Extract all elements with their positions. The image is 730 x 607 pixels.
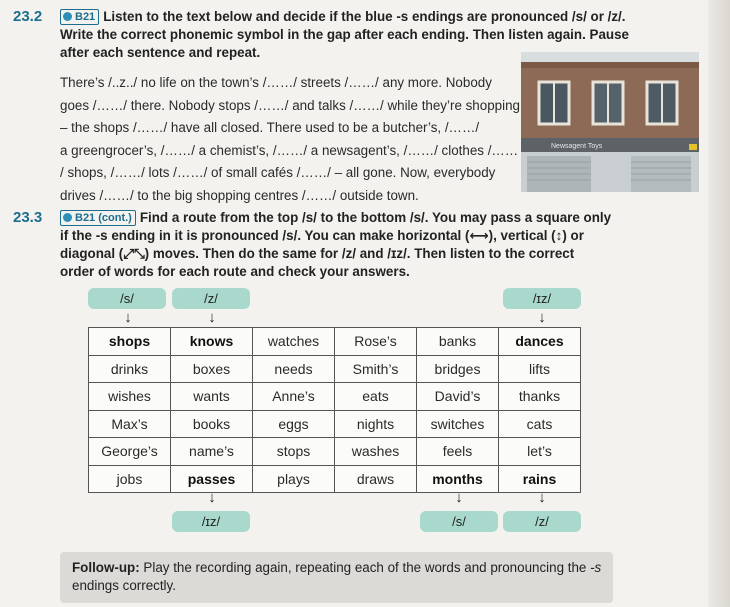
grid-cell: banks: [417, 328, 499, 356]
badge-label: B21 (cont.): [75, 212, 132, 224]
down-arrow-icon: ↓: [208, 489, 216, 506]
exercise-number-23-3: 23.3: [13, 209, 43, 226]
grid-cell: passes: [171, 465, 253, 493]
instruction-line-1: Find a route from the top /s/ to the bottom /s/. You may pass a square only: [139, 210, 612, 225]
follow-up-ending: -s: [590, 560, 602, 575]
audio-cd-icon: [63, 213, 72, 222]
listening-passage: [60, 72, 520, 208]
follow-up-box: [60, 552, 613, 603]
grid-row: [89, 355, 581, 383]
exercise-23-3-instructions: [60, 209, 700, 281]
word-route-grid: [88, 327, 581, 493]
grid-cell: eggs: [253, 410, 335, 438]
start-label-iz: /ɪz/: [503, 288, 581, 309]
instruction-line-4: order of words for each route and check your answers.: [60, 264, 410, 279]
down-arrow-icon: ↓: [124, 309, 132, 326]
passage-line: drives /……/ to the big shopping centres /……/ outside town.: [60, 187, 419, 203]
grid-cell: months: [417, 465, 499, 493]
instruction-line-2a: if the -s ending in it is pronounced /s/. You can make horizontal (: [60, 228, 470, 243]
grid-cell: drinks: [89, 355, 171, 383]
grid-cell: washes: [335, 438, 417, 466]
follow-up-label: Follow-up:: [72, 560, 140, 575]
passage-line: goes /……/ there. Nobody stops /……/ and talks /……/ while they’re shopping: [60, 97, 520, 113]
grid-cell: draws: [335, 465, 417, 493]
grid-cell: Anne’s: [253, 383, 335, 411]
grid-cell: let’s: [499, 438, 581, 466]
down-arrow-icon: ↓: [538, 309, 546, 326]
grid-cell: cats: [499, 410, 581, 438]
grid-cell: watches: [253, 328, 335, 356]
grid-cell: Rose’s: [335, 328, 417, 356]
grid-cell: eats: [335, 383, 417, 411]
instruction-line-2c: ) or: [562, 228, 584, 243]
down-arrow-icon: ↓: [538, 489, 546, 506]
grid-cell: boxes: [171, 355, 253, 383]
vertical-arrow-icon: ↕: [555, 228, 563, 243]
audio-track-badge: [60, 210, 136, 226]
grid-cell: feels: [417, 438, 499, 466]
grid-cell: shops: [89, 328, 171, 356]
instruction-line-1: Listen to the text below and decide if the blue -s endings are pronounced /s/ or /z/.: [103, 9, 626, 24]
grid-cell: bridges: [417, 355, 499, 383]
grid-cell: name’s: [171, 438, 253, 466]
passage-line: / shops, /……/ lots /……/ of small cafés /……/ – all gone. Now, everybody: [60, 165, 496, 181]
instruction-line-3b: ) moves. Then do the same for /z/ and /ɪz/. Then listen to the correct: [144, 246, 575, 261]
end-label-s: /s/: [420, 511, 498, 532]
grid-row: [89, 465, 581, 493]
grid-cell: Max’s: [89, 410, 171, 438]
follow-up-text: [72, 559, 602, 595]
grid-cell: wishes: [89, 383, 171, 411]
instruction-line-2b: ), vertical (: [488, 228, 556, 243]
down-arrow-icon: ↓: [208, 309, 216, 326]
instruction-line-3a: diagonal (: [60, 246, 124, 261]
grid-cell: Smith’s: [335, 355, 417, 383]
passage-line: – the shops /……/ have all closed. There used to be a butcher’s, /……/: [60, 120, 480, 136]
start-label-z: /z/: [172, 288, 250, 309]
grid-cell: George’s: [89, 438, 171, 466]
grid-cell: thanks: [499, 383, 581, 411]
grid-row: [89, 438, 581, 466]
grid-row: [89, 328, 581, 356]
diagonal-arrow-icon: ⤢⤡: [123, 246, 145, 261]
grid-cell: nights: [335, 410, 417, 438]
audio-cd-icon: [63, 12, 72, 21]
badge-label: B21: [75, 11, 96, 23]
down-arrow-icon: ↓: [455, 489, 463, 506]
grid-cell: lifts: [499, 355, 581, 383]
exercise-number-23-2: 23.2: [13, 8, 43, 25]
grid-cell: rains: [499, 465, 581, 493]
grid-cell: dances: [499, 328, 581, 356]
follow-up-line-2: endings correctly.: [72, 578, 176, 593]
grid-cell: plays: [253, 465, 335, 493]
passage-line: a greengrocer’s, /……/ a chemist’s, /……/ a newsagent’s, /……/ clothes /……: [60, 142, 519, 158]
horizontal-arrow-icon: ⟷: [469, 228, 489, 243]
page-edge: [708, 0, 730, 607]
audio-track-badge: [60, 9, 99, 25]
start-label-s: /s/: [88, 288, 166, 309]
follow-up-line-1: Play the recording again, repeating each of the words and pronouncing the: [143, 560, 587, 575]
instruction-line-3: after each sentence and repeat.: [60, 45, 261, 60]
grid-cell: books: [171, 410, 253, 438]
grid-cell: knows: [171, 328, 253, 356]
grid-cell: jobs: [89, 465, 171, 493]
grid-row: [89, 410, 581, 438]
grid-cell: David’s: [417, 383, 499, 411]
grid-row: [89, 383, 581, 411]
end-label-z: /z/: [503, 511, 581, 532]
instruction-line-2: Write the correct phonemic symbol in the gap after each ending. Then listen again. Pause: [60, 27, 629, 42]
grid-cell: stops: [253, 438, 335, 466]
grid-cell: switches: [417, 410, 499, 438]
passage-line: There’s /..z../ no life on the town’s /……/ streets /……/ any more. Nobody: [60, 75, 492, 90]
grid-cell: needs: [253, 355, 335, 383]
grid-cell: wants: [171, 383, 253, 411]
closed-shop-photo: [521, 52, 699, 192]
end-label-iz: /ɪz/: [172, 511, 250, 532]
shop-sign-text: Newsagent Toys: [551, 143, 603, 150]
